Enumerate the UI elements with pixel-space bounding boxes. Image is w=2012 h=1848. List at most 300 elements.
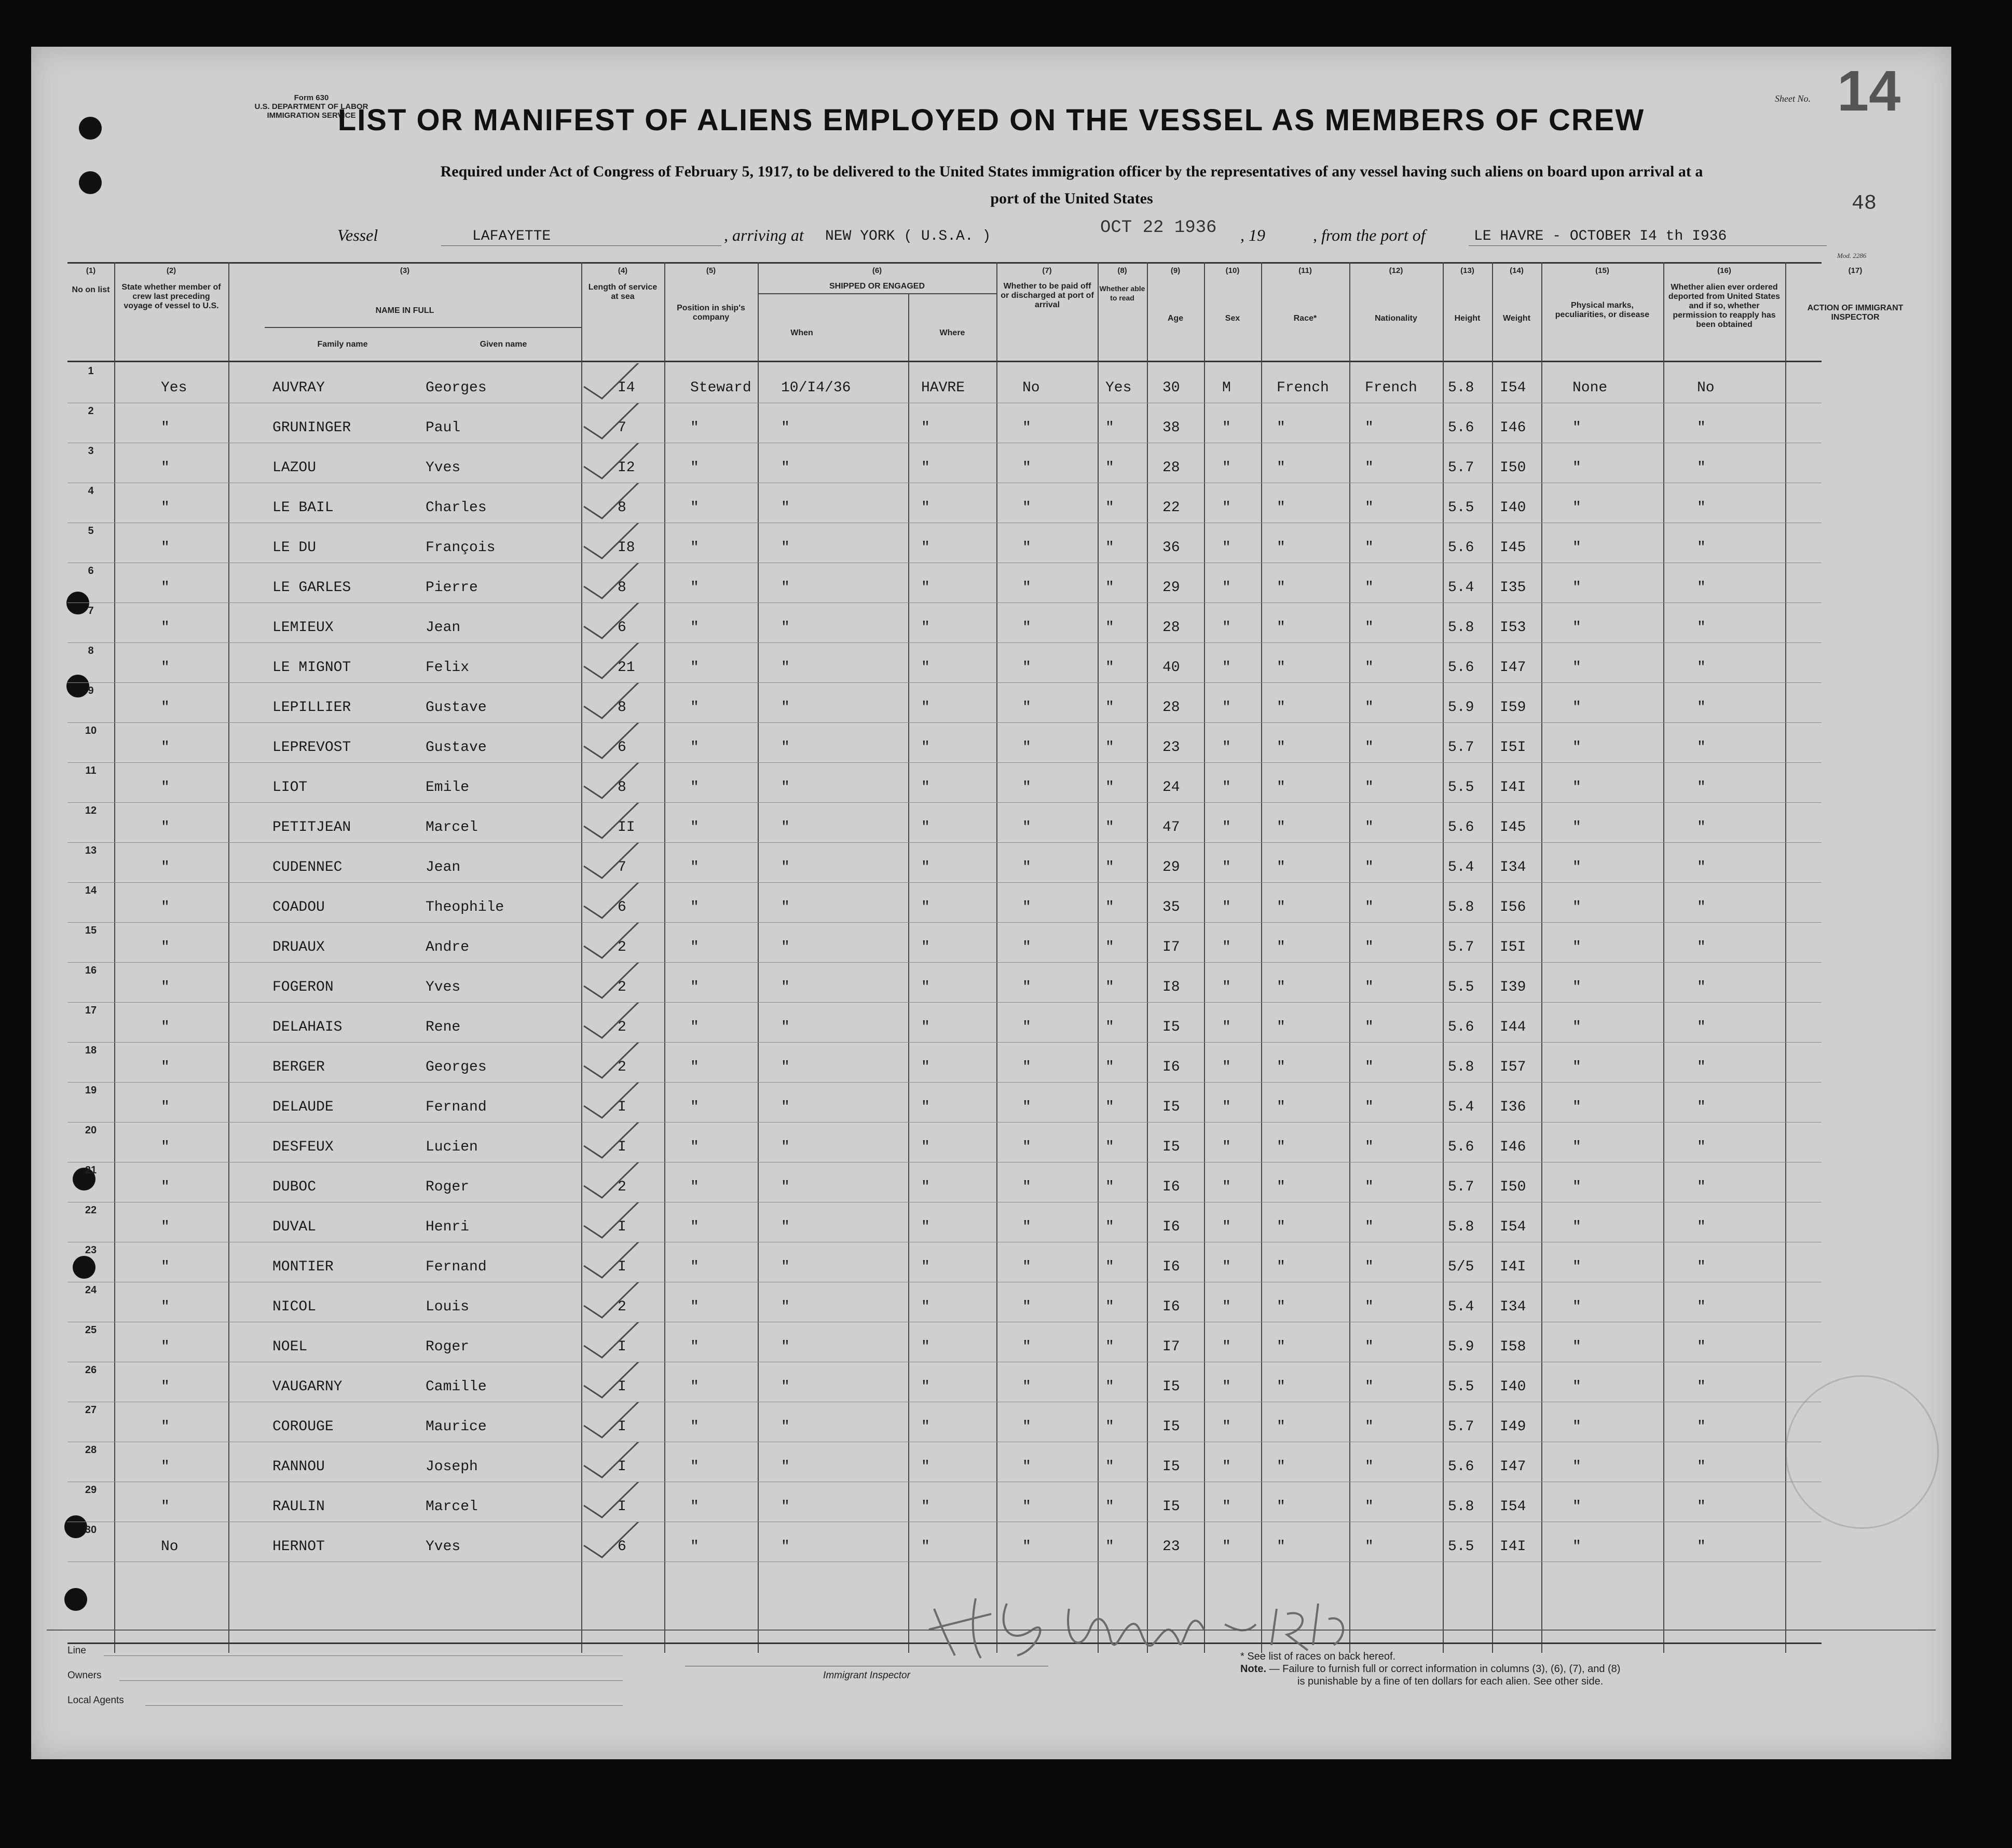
col-header-service: Length of service at sea [588,283,658,301]
cell-prev-voyage: " [161,819,170,836]
cell-deported: " [1697,859,1706,875]
cell-sex: " [1222,540,1231,556]
footer-agents-label: Local Agents [67,1695,124,1706]
cell-deported: " [1697,420,1706,436]
cell-given-name: François [426,540,496,556]
form-number: Form 630 [294,93,329,102]
cell-given-name: Theophile [426,899,504,915]
cell-height: 5.7 [1448,939,1474,955]
cell-service-length: I [618,1139,626,1155]
cell-able-to-read: " [1105,460,1114,476]
cell-able-to-read: " [1105,859,1114,875]
checkmark-icon [581,683,654,719]
stamp-number: 48 [1852,192,1877,215]
cell-service-length: 2 [618,1299,626,1315]
subtitle-line-1: Required under Act of Congress of February 5, 1917, to be delivered to the United States immigration officer by the representatives of any vessel having such aliens on board upon arrival at a [440,163,1703,180]
cell-given-name: Marcel [426,819,478,836]
row-number: 29 [85,1484,97,1496]
cell-prev-voyage: " [161,660,170,676]
cell-position: " [690,460,699,476]
cell-deported: " [1697,1099,1706,1115]
cell-prev-voyage: " [161,700,170,716]
checkmark-icon [581,923,654,959]
cell-sex: " [1222,779,1231,796]
cell-paid-off: " [1022,859,1031,875]
cell-age: 28 [1162,460,1180,476]
col-header-shipped: SHIPPED OR ENGAGED [829,282,925,291]
cell-age: I5 [1162,1459,1180,1475]
cell-weight: I47 [1500,1459,1526,1475]
row-number: 7 [88,605,94,617]
footer-agents-rule [145,1705,623,1706]
table-row [67,1083,1822,1122]
row-number: 9 [88,685,94,696]
table-row [67,1482,1822,1522]
checkmark-icon [581,1442,654,1479]
cell-shipped-where: " [921,1539,930,1555]
cell-position: " [690,939,699,955]
cell-deported: " [1697,899,1706,915]
cell-deported: " [1697,1499,1706,1515]
col-number: (15) [1595,266,1609,275]
cell-able-to-read: " [1105,899,1114,915]
cell-weight: I34 [1500,1299,1526,1315]
cell-prev-voyage: " [161,580,170,596]
cell-position: " [690,620,699,636]
cell-shipped-where: " [921,979,930,995]
row-number: 3 [88,445,94,457]
cell-age: 22 [1162,500,1180,516]
cell-height: 5.5 [1448,779,1474,796]
cell-shipped-where: " [921,1339,930,1355]
cell-able-to-read: " [1105,500,1114,516]
table-row [67,1282,1822,1322]
cell-service-length: I8 [618,540,635,556]
cell-age: I5 [1162,1139,1180,1155]
col-number: (14) [1510,266,1524,275]
cell-prev-voyage: " [161,859,170,875]
cell-shipped-where: " [921,1219,930,1235]
cell-position: " [690,1459,699,1475]
cell-family-name: DELAUDE [272,1099,334,1115]
cell-able-to-read: " [1105,1339,1114,1355]
cell-able-to-read: " [1105,1019,1114,1035]
checkmark-icon [581,563,654,599]
table-row [67,1402,1822,1442]
cell-family-name: DRUAUX [272,939,325,955]
cell-family-name: VAUGARNY [272,1379,343,1395]
cell-paid-off: " [1022,420,1031,436]
cell-able-to-read: " [1105,1299,1114,1315]
cell-given-name: Georges [426,380,487,396]
cell-service-length: I [618,1339,626,1355]
table-row [67,923,1822,962]
cell-age: I6 [1162,1299,1180,1315]
cell-sex: " [1222,1259,1231,1275]
cell-paid-off: " [1022,1099,1031,1115]
cell-prev-voyage: " [161,540,170,556]
col-header-deported: Whether alien ever ordered deported from United States and if so, whether permission to reapply has been obtained [1668,283,1781,329]
cell-able-to-read: " [1105,1099,1114,1115]
checkmark-icon [581,523,654,559]
cell-age: I8 [1162,979,1180,995]
cell-deported: " [1697,460,1706,476]
cell-paid-off: " [1022,1179,1031,1195]
cell-service-length: I2 [618,460,635,476]
cell-service-length: 8 [618,580,626,596]
cell-sex: " [1222,500,1231,516]
cell-shipped-when: " [781,420,790,436]
cell-paid-off: " [1022,779,1031,796]
cell-marks: " [1572,859,1581,875]
cell-height: 5.8 [1448,899,1474,915]
cell-sex: " [1222,1379,1231,1395]
cell-paid-off: " [1022,460,1031,476]
cell-sex: " [1222,620,1231,636]
cell-race: " [1277,620,1285,636]
cell-family-name: DESFEUX [272,1139,334,1155]
cell-sex: " [1222,819,1231,836]
cell-sex: " [1222,1339,1231,1355]
cell-shipped-where: " [921,859,930,875]
cell-family-name: LIOT [272,779,308,796]
cell-paid-off: " [1022,1299,1031,1315]
cell-prev-voyage: " [161,1339,170,1355]
cell-service-length: 6 [618,899,626,915]
cell-marks: " [1572,1019,1581,1035]
cell-race: " [1277,779,1285,796]
cell-given-name: Jean [426,859,461,875]
cell-prev-voyage: " [161,1259,170,1275]
cell-given-name: Felix [426,660,470,676]
cell-sex: " [1222,1539,1231,1555]
cell-age: 29 [1162,859,1180,875]
cell-age: I6 [1162,1259,1180,1275]
cell-shipped-where: " [921,779,930,796]
cell-weight: I54 [1500,380,1526,396]
row-number: 12 [85,805,97,816]
cell-prev-voyage: " [161,500,170,516]
cell-marks: " [1572,540,1581,556]
cell-age: 28 [1162,700,1180,716]
checkmark-icon [581,1162,654,1199]
manifest-sheet [31,47,1951,1759]
col-header-race: Race* [1293,314,1317,323]
cell-weight: I56 [1500,899,1526,915]
cell-shipped-when: " [781,580,790,596]
cell-weight: I59 [1500,700,1526,716]
cell-family-name: LE DU [272,540,317,556]
cell-sex: " [1222,1099,1231,1115]
cell-shipped-where: " [921,580,930,596]
footer-owners-rule [119,1680,623,1681]
cell-shipped-when: " [781,1339,790,1355]
cell-height: 5.5 [1448,1379,1474,1395]
cell-given-name: Rene [426,1019,461,1035]
cell-weight: I47 [1500,660,1526,676]
cell-weight: I53 [1500,620,1526,636]
cell-nationality: " [1365,979,1374,995]
cell-prev-voyage: " [161,1179,170,1195]
cell-nationality: " [1365,859,1374,875]
col-number: (10) [1225,266,1240,275]
cell-family-name: GRUNINGER [272,420,351,436]
cell-shipped-where: " [921,939,930,955]
cell-shipped-where: " [921,1459,930,1475]
cell-prev-voyage: " [161,740,170,756]
cell-nationality: " [1365,420,1374,436]
cell-sex: " [1222,1059,1231,1075]
table-row [67,403,1822,443]
cell-service-length: 2 [618,1059,626,1075]
cell-marks: " [1572,1539,1581,1555]
cell-given-name: Yves [426,1539,461,1555]
cell-deported: " [1697,1019,1706,1035]
cell-service-length: 6 [618,1539,626,1555]
cell-service-length: 2 [618,939,626,955]
col-header-where: Where [939,328,965,337]
cell-position: " [690,1539,699,1555]
cell-height: 5.7 [1448,1419,1474,1435]
mod-number: Mod. 2286 [1837,252,1867,259]
cell-race: " [1277,899,1285,915]
table-row [67,1202,1822,1242]
cell-family-name: NICOL [272,1299,317,1315]
col-number: (9) [1170,266,1181,275]
col-number: (12) [1389,266,1403,275]
note-line-1 [1240,1663,1915,1675]
cell-marks: " [1572,1339,1581,1355]
cell-prev-voyage: " [161,939,170,955]
row-number: 1 [88,365,94,377]
cell-height: 5.5 [1448,979,1474,995]
col-header-marks: Physical marks, peculiarities, or disease [1555,301,1650,319]
cell-shipped-when: " [781,1099,790,1115]
cell-prev-voyage: " [161,1379,170,1395]
cell-nationality: " [1365,1219,1374,1235]
table-row [67,1362,1822,1402]
cell-deported: " [1697,1059,1706,1075]
cell-sex: " [1222,1299,1231,1315]
cell-able-to-read: " [1105,1179,1114,1195]
cell-nationality: " [1365,1499,1374,1515]
cell-weight: I46 [1500,420,1526,436]
cell-nationality: " [1365,620,1374,636]
col-number: (3) [400,266,410,275]
cell-family-name: HERNOT [272,1539,325,1555]
cell-position: Steward [690,380,751,396]
cell-deported: No [1697,380,1715,396]
footer-notes [1240,1650,1915,1688]
checkmark-icon [581,483,654,519]
checkmark-icon [581,1083,654,1119]
cell-marks: " [1572,620,1581,636]
table-row [67,643,1822,682]
col-header-position: Position in ship's company [677,304,745,322]
cell-sex: " [1222,580,1231,596]
cell-height: 5.4 [1448,1299,1474,1315]
note-label: Note. [1240,1663,1266,1675]
cell-paid-off: " [1022,700,1031,716]
checkmark-icon [581,363,654,400]
cell-family-name: FOGERON [272,979,334,995]
department: U.S. DEPARTMENT OF LABOR [254,102,368,111]
cell-height: 5.7 [1448,740,1474,756]
cell-family-name: MONTIER [272,1259,334,1275]
cell-age: I6 [1162,1059,1180,1075]
cell-height: 5.6 [1448,1019,1474,1035]
cell-age: I5 [1162,1099,1180,1115]
cell-nationality: " [1365,700,1374,716]
cell-paid-off: " [1022,540,1031,556]
row-number: 20 [85,1125,97,1136]
cell-nationality: " [1365,779,1374,796]
checkmark-icon [581,883,654,919]
cell-deported: " [1697,939,1706,955]
cell-race: " [1277,939,1285,955]
row-number: 25 [85,1324,97,1336]
cell-sex: " [1222,1179,1231,1195]
cell-race: " [1277,460,1285,476]
cell-nationality: " [1365,1019,1374,1035]
cell-height: 5.6 [1448,420,1474,436]
service: IMMIGRATION SERVICE [267,111,356,120]
cell-able-to-read: " [1105,1539,1114,1555]
cell-family-name: NOEL [272,1339,308,1355]
checkmark-icon [581,443,654,480]
cell-shipped-when: " [781,1419,790,1435]
cell-age: 28 [1162,620,1180,636]
cell-height: 5.8 [1448,1499,1474,1515]
cell-service-length: I [618,1419,626,1435]
cell-weight: I34 [1500,859,1526,875]
cell-sex: " [1222,899,1231,915]
row-number: 26 [85,1364,97,1376]
cell-deported: " [1697,1459,1706,1475]
cell-prev-voyage: " [161,1019,170,1035]
col-header-nationality: Nationality [1375,314,1417,323]
cell-age: 40 [1162,660,1180,676]
cell-age: I6 [1162,1219,1180,1235]
cell-race: " [1277,859,1285,875]
cell-able-to-read: " [1105,979,1114,995]
cell-deported: " [1697,1379,1706,1395]
cell-race: " [1277,580,1285,596]
cell-family-name: BERGER [272,1059,325,1075]
cell-height: 5.6 [1448,540,1474,556]
cell-given-name: Gustave [426,700,487,716]
cell-race: " [1277,500,1285,516]
cell-shipped-when: " [781,700,790,716]
cell-nationality: " [1365,1299,1374,1315]
cell-sex: " [1222,740,1231,756]
table-row [67,1003,1822,1042]
row-number: 5 [88,525,94,537]
note-text: — Failure to furnish full or correct information in columns (3), (6), (7), and (8) [1269,1663,1621,1675]
cell-position: " [690,1499,699,1515]
col-number: (2) [166,266,176,275]
table-row [67,483,1822,523]
cell-height: 5.9 [1448,700,1474,716]
table-row [67,363,1822,403]
from-underline [1469,245,1827,246]
cell-prev-voyage: " [161,1419,170,1435]
cell-paid-off: " [1022,1419,1031,1435]
cell-paid-off: " [1022,1059,1031,1075]
cell-shipped-where: " [921,1179,930,1195]
cell-prev-voyage: " [161,1459,170,1475]
cell-marks: " [1572,660,1581,676]
punch-hole [79,117,102,140]
cell-shipped-when: " [781,1019,790,1035]
cell-age: 23 [1162,740,1180,756]
cell-position: " [690,1339,699,1355]
cell-shipped-where: " [921,700,930,716]
cell-race: French [1277,380,1329,396]
cell-service-length: II [618,819,635,836]
checkmark-icon [581,723,654,759]
table-row [67,963,1822,1002]
cell-shipped-where: " [921,1379,930,1395]
cell-position: " [690,1099,699,1115]
cell-position: " [690,1059,699,1075]
race-note: * See list of races on back hereof. [1240,1651,1396,1662]
row-number: 18 [85,1045,97,1056]
cell-sex: " [1222,660,1231,676]
cell-nationality: " [1365,939,1374,955]
cell-paid-off: " [1022,819,1031,836]
cell-marks: " [1572,1379,1581,1395]
cell-race: " [1277,1179,1285,1195]
cell-given-name: Marcel [426,1499,478,1515]
row-number: 10 [85,725,97,736]
cell-shipped-when: " [781,460,790,476]
cell-height: 5.8 [1448,620,1474,636]
cell-sex: " [1222,1459,1231,1475]
cell-position: " [690,540,699,556]
cell-shipped-when: " [781,1219,790,1235]
cell-paid-off: " [1022,1139,1031,1155]
cell-height: 5/5 [1448,1259,1474,1275]
vessel-underline [441,245,721,246]
cell-able-to-read: " [1105,1459,1114,1475]
cell-age: 24 [1162,779,1180,796]
cell-given-name: Pierre [426,580,478,596]
cell-paid-off: " [1022,580,1031,596]
cell-race: " [1277,1419,1285,1435]
cell-sex: " [1222,939,1231,955]
name-rule [265,327,581,328]
cell-family-name: LE BAIL [272,500,334,516]
checkmark-icon [581,403,654,440]
cell-height: 5.7 [1448,1179,1474,1195]
cell-able-to-read: " [1105,540,1114,556]
cell-race: " [1277,1139,1285,1155]
table-row [67,843,1822,882]
cell-prev-voyage: " [161,1059,170,1075]
cell-able-to-read: Yes [1105,380,1132,396]
cell-family-name: COROUGE [272,1419,334,1435]
cell-service-length: 8 [618,779,626,796]
cell-deported: " [1697,1139,1706,1155]
cell-service-length: 7 [618,420,626,436]
cell-age: 30 [1162,380,1180,396]
cell-marks: " [1572,500,1581,516]
cell-deported: " [1697,740,1706,756]
row-number: 6 [88,565,94,577]
cell-shipped-where: " [921,1139,930,1155]
cell-family-name: AUVRAY [272,380,325,396]
